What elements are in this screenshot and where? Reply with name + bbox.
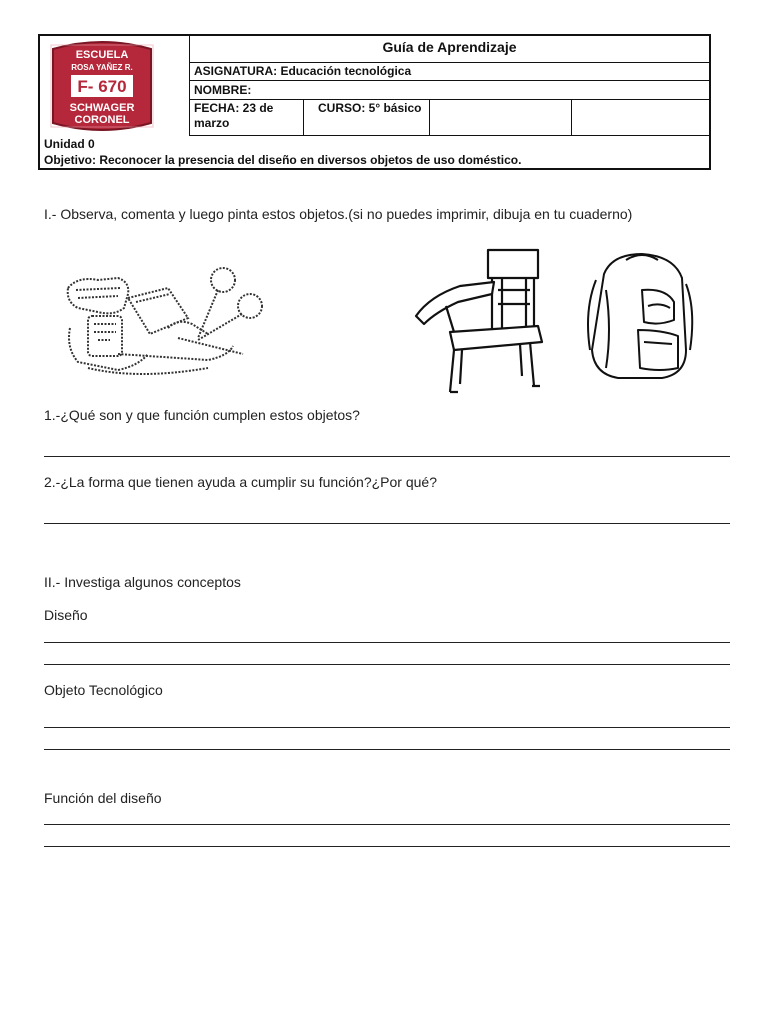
blank-cell[interactable]	[572, 100, 580, 135]
answer-line[interactable]	[44, 824, 730, 825]
instruction-text: I.- Observa, comenta y luego pinta estos objetos.(si no puedes imprimir, dibuja en tu cuaderno)	[44, 206, 633, 222]
backpack-illustration	[582, 250, 697, 385]
concept-design-function-label: Función del diseño	[44, 790, 162, 806]
date-course-row	[190, 100, 709, 136]
objective-label: Objetivo: Reconocer la presencia del diseño en diversos objetos de uso doméstico.	[44, 153, 522, 167]
question-2: 2.-¿La forma que tienen ayuda a cumplir su función?¿Por qué?	[44, 474, 438, 490]
question-1: 1.-¿Qué son y que función cumplen estos objetos?	[44, 407, 360, 423]
unit-label: Unidad 0	[44, 137, 95, 151]
school-supplies-illustration	[58, 258, 273, 383]
answer-line[interactable]	[44, 749, 730, 750]
name-field[interactable]: NOMBRE:	[190, 81, 709, 100]
answer-line[interactable]	[44, 846, 730, 847]
logo-cell	[40, 36, 190, 136]
answer-line[interactable]	[44, 642, 730, 643]
blank-cell[interactable]	[430, 100, 572, 135]
answer-line[interactable]	[44, 664, 730, 665]
answer-line[interactable]	[44, 727, 730, 728]
svg-text:ROSA YAÑEZ R.: ROSA YAÑEZ R.	[71, 63, 133, 72]
section-2-title: II.- Investiga algunos conceptos	[44, 574, 241, 590]
answer-line[interactable]	[44, 523, 730, 524]
course-field: CURSO: 5° básico	[304, 100, 430, 135]
date-field: FECHA: 23 de marzo	[190, 100, 304, 135]
svg-text:F- 670: F- 670	[77, 77, 127, 96]
svg-text:SCHWAGER: SCHWAGER	[69, 102, 135, 114]
school-desk-illustration	[410, 246, 550, 396]
school-logo	[47, 39, 157, 133]
concept-design-label: Diseño	[44, 607, 88, 623]
subject-field: ASIGNATURA: Educación tecnológica	[190, 63, 709, 81]
answer-line[interactable]	[44, 456, 730, 457]
page-title: Guía de Aprendizaje	[190, 36, 709, 63]
header-table	[38, 34, 711, 170]
svg-text:CORONEL: CORONEL	[74, 114, 130, 126]
concept-tech-object-label: Objeto Tecnológico	[44, 682, 163, 698]
svg-text:ESCUELA: ESCUELA	[75, 49, 129, 61]
